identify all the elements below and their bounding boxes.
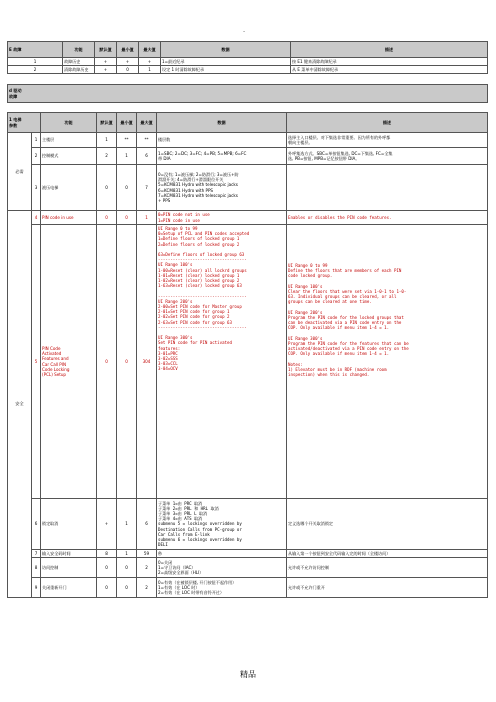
header-section	[8, 113, 41, 133]
header-default: 默认值	[97, 113, 117, 133]
cell-text-line: COP. Only available if menu item 1-4 = 1.	[288, 325, 390, 331]
main-header-row	[8, 113, 488, 133]
table-cell: 2	[8, 66, 63, 74]
table-cell	[157, 499, 287, 550]
cell-text-line: UI Range 300's	[288, 335, 323, 341]
table-cell: **	[137, 133, 157, 148]
elevator-parameter-table	[7, 112, 488, 598]
cell-text-line: 1=Define floors of locked group 1	[158, 236, 240, 242]
table-row	[8, 578, 488, 598]
table-cell: 允许或不允许访问控制	[287, 558, 488, 578]
cell-text-line: 子菜单 4=由 ATS 取消	[158, 516, 203, 522]
header-mark: -	[243, 28, 246, 35]
table-cell: 304	[137, 225, 157, 499]
table-cell	[287, 225, 488, 499]
table-cell: 0	[117, 558, 137, 578]
cell-text-line: UI Range 100's	[158, 262, 193, 268]
table-cell: +	[95, 58, 117, 66]
cell-text-line: Program the PIN code for the features that can be	[288, 341, 409, 347]
table-cell: 5	[32, 225, 41, 499]
cell-text-line: 参数	[9, 122, 18, 128]
table-cell	[287, 148, 488, 165]
cell-text-line: 0=PIN code not in use	[158, 212, 210, 218]
table-row	[8, 148, 488, 165]
table-cell: 1=最近纪录	[161, 58, 291, 66]
cell-text-line: UI Range 200's	[288, 309, 323, 315]
table-cell: 0	[117, 578, 137, 598]
fault-header-row	[8, 42, 488, 58]
table-row	[8, 133, 488, 148]
cell-text-line: 5=KCM831 Hydro with telescopic jacks	[158, 182, 238, 188]
cell-text-line: 2-63=Set PIN code for group 63	[158, 319, 232, 325]
fault-table	[7, 41, 488, 74]
table-cell: 秒	[157, 550, 287, 558]
cell-text-line: UI Range 0 to 99	[158, 226, 198, 231]
cell-text-line: 子菜单 1=由 PRC 取消	[158, 500, 203, 506]
cell-text-line: 2-00=Set PIN code for Master group	[158, 304, 242, 310]
cell-text-line: COP. Only available if menu item 1-4 = 1.	[288, 351, 390, 357]
table-cell: 从输入第一个按钮到安全代码输入完的时间（全楼访问）	[287, 550, 488, 558]
header-description: 描述	[291, 42, 488, 58]
table-cell: 2	[32, 148, 41, 165]
table-cell: 楼层数	[157, 133, 287, 148]
table-cell: 设定 1 时清除故障纪录	[161, 66, 291, 74]
cell-text-line: 子菜单 2=由 PRL 和 HRL 取消	[158, 505, 219, 511]
cell-text-line: 选, PB=按钮, MPB=记忆按钮带 DIA。	[288, 156, 360, 161]
cell-text-line: Define the floors that are members of each PIN	[288, 268, 402, 274]
table-cell	[157, 211, 287, 225]
cell-text-line: Clear the floors that were set via 1-0-1 to 1-0-	[288, 289, 407, 295]
cell-text-line: 2=Define floors of locked group 2	[158, 241, 240, 247]
cell-text-line: inspection) when this is changed.	[288, 372, 370, 378]
cell-text-line: Program the PIN code for the locked groups that	[288, 315, 404, 321]
table-cell	[287, 133, 488, 148]
header-default: 默认值	[95, 42, 117, 58]
table-cell: 清除故障历史	[63, 66, 95, 74]
table-cell: 0	[117, 211, 137, 225]
table-cell: 1	[117, 499, 137, 550]
header-description: 描述	[287, 113, 488, 133]
table-cell: 0	[97, 225, 117, 499]
cell-text-line: groups can be cleared at one time.	[288, 299, 372, 305]
table-cell: 1	[32, 133, 41, 148]
cell-text-line: 3-02=SSS	[158, 356, 178, 362]
header-data: 数据	[157, 113, 287, 133]
table-cell: 0	[97, 165, 117, 211]
cell-text-line: 1-63=Reset (clear) locked group 63	[158, 283, 242, 289]
drive-section-title	[8, 85, 488, 103]
cell-text-line: 1-02=Reset (clear) locked group 2	[158, 278, 240, 284]
cell-text-line: 1=PIN code in use	[158, 217, 200, 223]
cell-text-line: UI Range 100's	[288, 283, 323, 289]
cell-text-line: Code Locking	[42, 366, 70, 372]
cell-text-line: Set PIN code for PIN activated	[158, 340, 232, 346]
cell-text-line: 0=Setup of PCL and PIN codes accepted	[158, 231, 250, 237]
cell-text-line: 带 DIA	[158, 156, 171, 161]
cell-text-line: ------------------------------------	[158, 257, 247, 263]
table-cell: Enables or disables the PIN code features.	[287, 211, 488, 225]
cell-text-line: 2-01=Set PIN code for group 1	[158, 309, 230, 315]
cell-text-line: (PCL) Setup	[42, 371, 67, 377]
table-row	[8, 499, 488, 550]
header-section: E 故障	[8, 42, 63, 58]
table-cell	[157, 225, 287, 499]
table-cell: 从 E 菜单中清除故障纪录	[291, 66, 488, 74]
table-cell: 锁定取消	[41, 499, 97, 550]
cell-text-line: Activated	[42, 351, 62, 357]
table-cell: 主楼层	[41, 133, 97, 148]
table-cell: 控制模式	[41, 148, 97, 165]
table-cell: 允许或不允许门重开	[287, 578, 488, 598]
table-cell: 1	[137, 211, 157, 225]
cell-text-line: 3-03=CCL	[158, 361, 178, 367]
table-cell: 6	[137, 148, 157, 165]
header-function: 功能	[63, 42, 95, 58]
table-cell: 1	[97, 133, 117, 148]
cell-text-line: ------------------------------------	[158, 293, 247, 299]
table-cell: 液压电梯	[41, 165, 97, 211]
cell-text-line: 1=有效（在 LOC 时）	[158, 584, 200, 590]
cell-text-line: 1=SBC; 2=DC; 3=FC; 4=PB; 5=MPB; 6=FC	[158, 150, 247, 156]
table-cell: 0	[97, 578, 117, 598]
cell-text-line: activated/deactivated via a PIN code entry on the	[288, 346, 409, 352]
cell-text-line: UI Range 300's	[158, 335, 193, 341]
cell-text-line: PIN Code	[42, 345, 61, 351]
cell-text-line: 63. Individual groups can be cleared, or all	[288, 294, 397, 300]
table-row	[8, 225, 488, 499]
table-cell: PIN code in use	[41, 211, 97, 225]
table-cell: 安全	[8, 211, 32, 598]
table-cell: 2	[137, 558, 157, 578]
cell-text-line: 朝向主楼层。	[288, 140, 313, 145]
table-row	[8, 66, 488, 74]
cell-text-line: 故障	[9, 93, 18, 99]
table-cell: 2	[137, 578, 157, 598]
table-cell: 7	[137, 165, 157, 211]
table-cell	[41, 225, 97, 499]
cell-text-line: 选择主入口楼层。对下集选非常重要。因为所有的外呼都	[288, 134, 391, 140]
cell-text-line: code locked group.	[288, 273, 333, 279]
table-row	[8, 58, 488, 66]
table-cell: 3	[32, 165, 41, 211]
drive-section-table	[7, 84, 488, 103]
table-cell: 8	[32, 558, 41, 578]
table-cell: 访问控制	[41, 558, 97, 578]
header-function: 功能	[41, 113, 97, 133]
cell-text-line: 63=Define floors of locked group 63	[158, 252, 245, 258]
table-row	[8, 558, 488, 578]
cell-text-line: submenu 6 = lockings overridden by	[158, 537, 242, 542]
table-cell: 1	[139, 66, 161, 74]
table-cell: +	[97, 499, 117, 550]
header-data: 数据	[161, 42, 291, 58]
table-cell: +	[139, 58, 161, 66]
header-min: 最小值	[117, 113, 137, 133]
table-cell: 0	[97, 558, 117, 578]
cell-text-line: 1=守卫访问（IAC）	[158, 564, 196, 570]
cell-text-line: UI Range 0 to 99	[288, 263, 328, 268]
table-cell: 2	[97, 148, 117, 165]
cell-text-line: 3-04=OCV	[158, 366, 178, 372]
table-cell: 59	[137, 550, 157, 558]
header-max: 最大值	[137, 113, 157, 133]
cell-text-line: 0=没有; 1=液压梯; 2=防滑行; 3=液压+防	[158, 171, 239, 177]
cell-text-line: submenu 5 = lockings overridden by	[158, 521, 242, 527]
cell-text-line: features:	[158, 345, 181, 351]
cell-text-line: 1-00=Reset (clear) all lockrd groups	[158, 267, 247, 273]
cell-text-line: + PPS	[158, 197, 171, 203]
cell-text-line: 3-01=PRC	[158, 350, 178, 356]
cell-text-line: can be deactivated via a PIN code entry on the	[288, 320, 402, 326]
cell-text-line: DELI	[158, 542, 168, 548]
cell-text-line: Car Calls from E-link	[158, 531, 210, 537]
cell-text-line: 1-01=Reset (clear) locked group 1	[158, 272, 240, 278]
table-cell: **	[117, 133, 137, 148]
table-cell	[157, 148, 287, 165]
table-row	[8, 211, 488, 225]
cell-text-line: 1) Elevator must be in RDF (machine room	[288, 367, 387, 373]
cell-text-line: 6=KCM831 Hydro with PPS	[158, 187, 214, 193]
table-cell: +	[117, 58, 139, 66]
cell-text-line: 0=关闭	[158, 559, 173, 565]
page-footer: 精品	[240, 670, 256, 679]
cell-text-line: ------------------------------------	[158, 324, 247, 330]
table-row	[8, 550, 488, 558]
cell-text-line: 7=KCM831 Hydro with telescopic jacks	[158, 192, 238, 198]
table-cell: 故障历史	[63, 58, 95, 66]
table-cell: 按 E1 键来清除故障纪录	[291, 58, 488, 66]
table-cell: 6	[32, 499, 41, 550]
table-cell: 9	[32, 578, 41, 598]
table-cell: 6	[137, 499, 157, 550]
table-cell: +	[95, 66, 117, 74]
table-cell: 4	[32, 211, 41, 225]
cell-text-line: 2=有效（在 LOC 时带有音铃开过）	[158, 590, 224, 596]
cell-text-line: Car Call PIN	[42, 361, 67, 367]
table-cell	[157, 558, 287, 578]
table-cell	[157, 578, 287, 598]
table-cell: 0	[117, 225, 137, 499]
cell-text-line: 2-02=Set PIN code for group 2	[158, 314, 230, 320]
table-cell	[287, 165, 488, 211]
cell-text-line: 0=有效（在被锁层楼, 开门按钮不起作用）	[158, 579, 237, 585]
cell-text-line: 2=高级安全界面（HLI）	[158, 570, 204, 576]
cell-text-line: Notes:	[288, 361, 303, 367]
cell-text-line: d 驱动	[9, 88, 22, 94]
cell-text-line: 滑溜开关; 4=防滑行+滑溜限位开关	[158, 177, 224, 183]
cell-text-line: Features and	[42, 356, 69, 362]
table-cell: 8	[97, 550, 117, 558]
cell-text-line: 1 电梯	[9, 117, 22, 123]
cell-text-line: Destination Calls from PC-group or	[158, 526, 242, 532]
cell-text-line: 子菜单 3=由 PRL L 取消	[158, 510, 208, 516]
table-row	[8, 165, 488, 211]
table-cell: 0	[117, 165, 137, 211]
table-cell: 0	[97, 211, 117, 225]
cell-text-line: 外呼集选方式。SBC=单按钮集选, DC=下集选, FC=全集	[288, 150, 393, 156]
table-cell: 定义选哪个开关取消锁定	[287, 499, 488, 550]
table-cell: 必需	[8, 133, 32, 211]
table-cell: 1	[8, 58, 63, 66]
table-cell: 1	[117, 550, 137, 558]
header-min: 最小值	[117, 42, 139, 58]
header-max: 最大值	[139, 42, 161, 58]
table-cell: 0	[117, 66, 139, 74]
table-cell: 1	[117, 148, 137, 165]
table-cell	[157, 165, 287, 211]
cell-text-line: UI Range 200's	[158, 298, 193, 304]
table-cell: 输入安全码时间	[41, 550, 97, 558]
table-cell: 关闭重新开门	[41, 578, 97, 598]
table-cell: 7	[32, 550, 41, 558]
